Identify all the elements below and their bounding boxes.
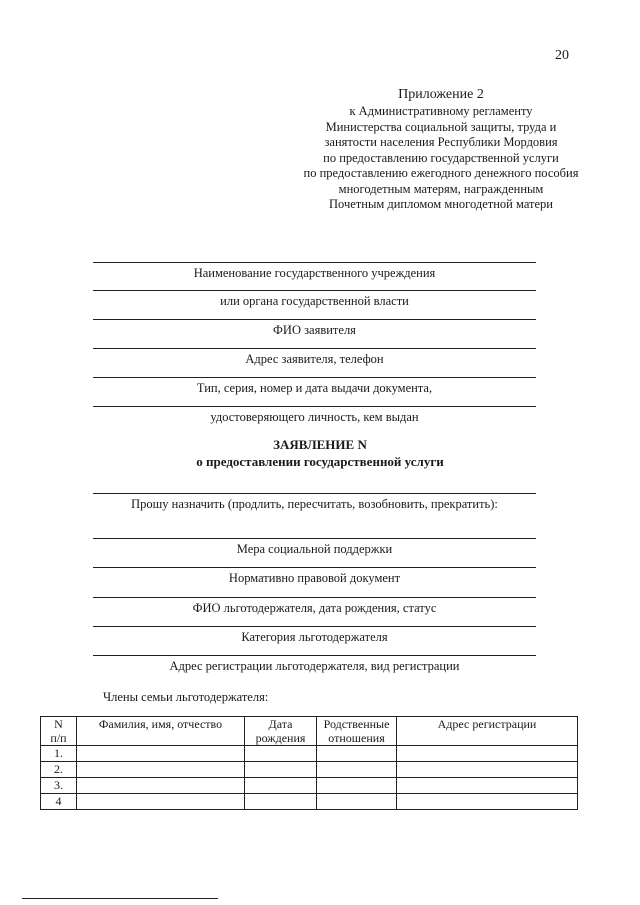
statement-subtitle: о предоставлении государственной услуги [196, 454, 444, 469]
header-relation: Родственные отношения [317, 717, 397, 746]
field-applicant-address: Адрес заявителя, телефон [93, 348, 536, 367]
page-number: 20 [555, 48, 569, 63]
field-id-document: Тип, серия, номер и дата выдачи документа, [93, 377, 536, 396]
footnote-divider [22, 898, 218, 899]
table-row [41, 746, 578, 762]
table-row [41, 778, 578, 794]
cell-name [77, 762, 245, 778]
table-header-row [41, 717, 578, 746]
header-number: N п/п [41, 717, 77, 746]
cell-birth [245, 778, 317, 794]
annex-line: Министерства социальной защиты, труда и [325, 119, 557, 134]
cell-relation [317, 762, 397, 778]
field-authority: или органа государственной власти [93, 290, 536, 309]
annex-title: Приложение 2 [398, 87, 484, 102]
header-birth-date: Дата рождения [245, 717, 317, 746]
row-number: 1. [41, 746, 77, 762]
cell-relation [317, 794, 397, 810]
field-id-issuer: удостоверяющего личность, кем выдан [93, 406, 536, 425]
annex-line: по предоставлению ежегодного денежного пособия [303, 166, 579, 180]
field-support-measure: Мера социальной поддержки [93, 538, 536, 557]
cell-address [397, 746, 578, 762]
statement-title: ЗАЯВЛЕНИЕ N [273, 437, 367, 452]
field-beneficiary-category: Категория льготодержателя [93, 626, 536, 645]
table-row [41, 794, 578, 810]
cell-address [397, 794, 578, 810]
cell-address [397, 778, 578, 794]
field-beneficiary-address: Адрес регистрации льготодержателя, вид регистрации [93, 655, 536, 674]
members-label: Члены семьи льготодержателя: [103, 690, 269, 704]
cell-relation [317, 746, 397, 762]
cell-relation [317, 778, 397, 794]
cell-birth [245, 794, 317, 810]
cell-address [397, 762, 578, 778]
header-address: Адрес регистрации [397, 717, 578, 746]
cell-name [77, 746, 245, 762]
header-full-name: Фамилия, имя, отчество [77, 717, 245, 746]
annex-line: по предоставлению государственной услуги [323, 150, 559, 165]
field-legal-document: Нормативно правовой документ [93, 567, 536, 586]
cell-name [77, 778, 245, 794]
cell-birth [245, 762, 317, 778]
field-request-action: Прошу назначить (продлить, пересчитать, возобновить, прекратить): [93, 493, 536, 512]
row-number: 2. [41, 762, 77, 778]
row-number: 4 [41, 794, 77, 810]
field-beneficiary-info: ФИО льготодержателя, дата рождения, статус [93, 597, 536, 616]
row-number: 3. [41, 778, 77, 794]
annex-line: Почетным дипломом многодетной матери [329, 197, 553, 211]
table-row [41, 762, 578, 778]
annex-line: занятости населения Республики Мордовия [324, 135, 558, 149]
family-members-table [40, 716, 578, 810]
cell-name [77, 794, 245, 810]
field-applicant-name: ФИО заявителя [93, 319, 536, 338]
cell-birth [245, 746, 317, 762]
annex-line: к Административному регламенту [349, 104, 533, 118]
annex-line: многодетным матерям, награжденным [338, 181, 544, 196]
annex-header [296, 86, 586, 213]
field-institution-name: Наименование государственного учреждения [93, 262, 536, 281]
